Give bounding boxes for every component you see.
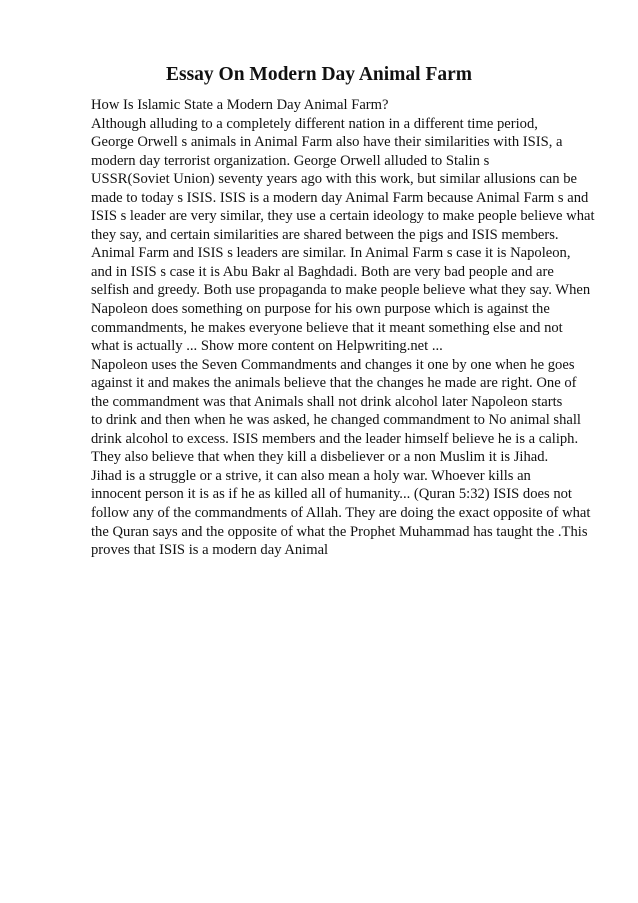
- text-line: commandments, he makes everyone believe that it meant something else and not: [91, 319, 563, 336]
- text-line: Napoleon uses the Seven Commandments and changes it one by one when he goes: [91, 356, 575, 373]
- text-line: selfish and greedy. Both use propaganda to make people believe what they say. When: [91, 282, 591, 299]
- text-line: what is actually ... Show more content on Helpwriting.net ...: [91, 338, 443, 355]
- essay-body: [91, 96, 631, 560]
- document-title: Essay On Modern Day Animal Farm: [165, 64, 473, 85]
- text-line: How Is Islamic State a Modern Day Animal Farm?: [91, 97, 389, 113]
- text-line: George Orwell s animals in Animal Farm also have their similarities with ISIS, a: [91, 134, 563, 151]
- text-line: and in ISIS s case it is Abu Bakr al Baghdadi. Both are very bad people and are: [91, 263, 554, 280]
- text-line: the Quran says and the opposite of what the Prophet Muhammad has taught the .This: [91, 523, 588, 540]
- text-line: proves that ISIS is a modern day Animal: [91, 542, 329, 559]
- text-line: follow any of the commandments of Allah. They are doing the exact opposite of what: [91, 505, 591, 522]
- text-line: against it and makes the animals believe that the changes he made are right. One of: [91, 375, 577, 392]
- text-line: They also believe that when they kill a disbeliever or a non Muslim it is Jihad.: [91, 449, 549, 466]
- text-line: innocent person it is as if he as killed all of humanity... (Quran 5:32) ISIS does not: [91, 486, 572, 503]
- text-line: drink alcohol to excess. ISIS members and the leader himself believe he is a caliph.: [91, 430, 579, 447]
- text-line: to drink and then when he was asked, he changed commandment to No animal shall: [91, 412, 581, 429]
- text-line: Napoleon does something on purpose for his own purpose which is against the: [91, 301, 550, 318]
- text-line: made to today s ISIS. ISIS is a modern day Animal Farm because Animal Farm s and: [91, 189, 589, 206]
- text-line: Animal Farm and ISIS s leaders are similar. In Animal Farm s case it is Napoleon,: [91, 245, 571, 262]
- text-line: ISIS s leader are very similar, they use a certain ideology to make people believe what: [91, 208, 595, 225]
- text-line: Although alluding to a completely different nation in a different time period,: [91, 115, 538, 132]
- text-line: USSR(Soviet Union) seventy years ago with this work, but similar allusions can be: [91, 171, 577, 188]
- text-line: the commandment was that Animals shall not drink alcohol later Napoleon starts: [91, 393, 563, 410]
- text-line: they say, and certain similarities are shared between the pigs and ISIS members.: [91, 226, 559, 243]
- text-line: modern day terrorist organization. George Orwell alluded to Stalin s: [91, 152, 490, 169]
- text-line: Jihad is a struggle or a strive, it can also mean a holy war. Whoever kills an: [91, 467, 531, 484]
